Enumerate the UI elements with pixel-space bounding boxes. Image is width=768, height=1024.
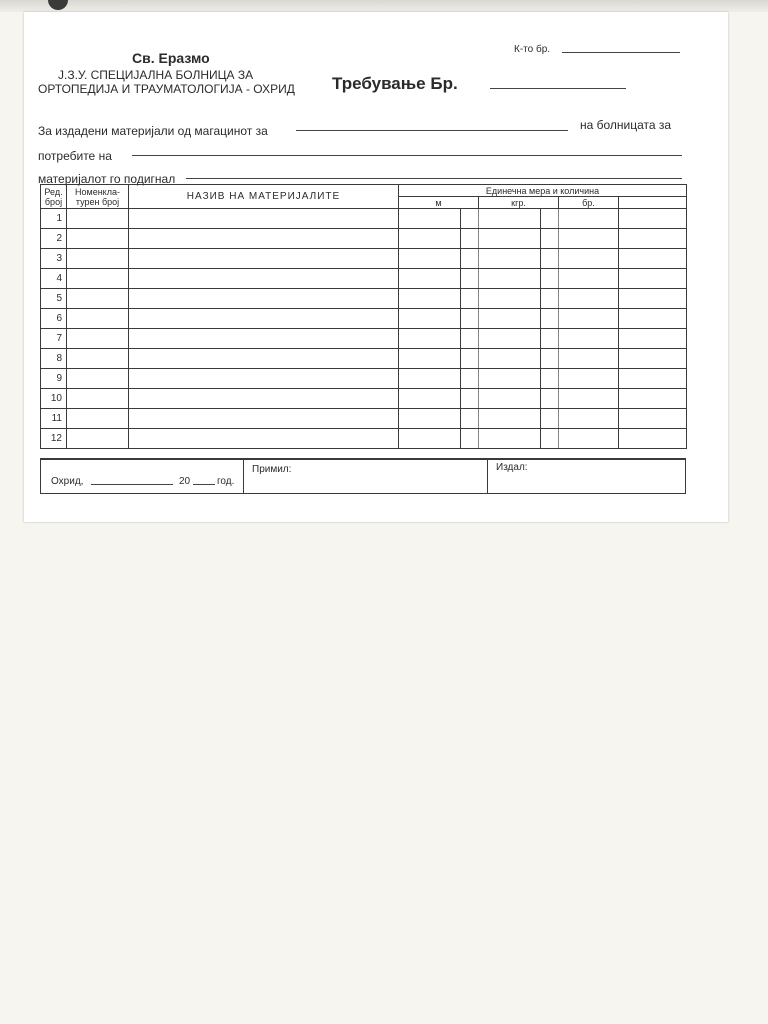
col-header-unit-quantity: Единечна мера и количина [399, 185, 687, 197]
cell[interactable] [129, 329, 399, 349]
cell[interactable] [479, 429, 541, 449]
cell[interactable] [129, 229, 399, 249]
institution-name: Св. Еразмо [132, 50, 210, 66]
cell[interactable] [619, 429, 687, 449]
cell[interactable] [461, 389, 479, 409]
cell[interactable] [541, 329, 559, 349]
cell[interactable] [67, 269, 129, 289]
cell[interactable] [129, 389, 399, 409]
cell[interactable] [461, 289, 479, 309]
cell[interactable] [129, 429, 399, 449]
cell[interactable] [67, 289, 129, 309]
cell[interactable] [399, 389, 461, 409]
cell[interactable] [399, 249, 461, 269]
cell[interactable] [559, 269, 619, 289]
cell[interactable] [67, 329, 129, 349]
cell[interactable] [461, 309, 479, 329]
cell[interactable] [479, 249, 541, 269]
cell[interactable] [619, 389, 687, 409]
cell[interactable] [399, 349, 461, 369]
cell[interactable] [399, 269, 461, 289]
cell[interactable] [67, 249, 129, 269]
cell[interactable] [461, 409, 479, 429]
cell[interactable] [399, 329, 461, 349]
materials-table [40, 184, 687, 449]
cell[interactable] [461, 369, 479, 389]
cell[interactable] [559, 229, 619, 249]
requisition-form [24, 12, 728, 522]
institution-line-2: ОРТОПЕДИЈА И ТРАУМАТОЛОГИЈА - ОХРИД [38, 82, 295, 96]
year-suffix: год. [217, 476, 235, 487]
cell[interactable] [129, 409, 399, 429]
row-number: 12 [41, 429, 67, 449]
table-row [41, 289, 687, 309]
cell[interactable] [67, 309, 129, 329]
cell[interactable] [559, 409, 619, 429]
table-row [41, 309, 687, 329]
cell[interactable] [619, 289, 687, 309]
account-number-label: К-то бр. [514, 44, 551, 55]
scan-top-edge [0, 0, 768, 12]
cell[interactable] [479, 329, 541, 349]
cell[interactable] [619, 369, 687, 389]
row-number: 9 [41, 369, 67, 389]
cell[interactable] [67, 409, 129, 429]
col-header-unit-br: бр. [559, 197, 619, 209]
cell[interactable] [479, 269, 541, 289]
cell[interactable] [461, 209, 479, 229]
cell[interactable] [129, 269, 399, 289]
cell[interactable] [461, 269, 479, 289]
cell[interactable] [559, 329, 619, 349]
row-number: 2 [41, 229, 67, 249]
date-line[interactable] [91, 484, 173, 485]
hospital-label: на болницата за [580, 118, 672, 132]
cell[interactable] [541, 309, 559, 329]
cell[interactable] [559, 349, 619, 369]
cell[interactable] [461, 249, 479, 269]
table-row [41, 369, 687, 389]
cell[interactable] [461, 329, 479, 349]
cell[interactable] [559, 369, 619, 389]
picked-by-label: материјалот го подигнал [38, 172, 176, 186]
cell[interactable] [479, 229, 541, 249]
cell[interactable] [129, 289, 399, 309]
table-row [41, 349, 687, 369]
cell[interactable] [399, 369, 461, 389]
table-row [41, 269, 687, 289]
table-row [41, 249, 687, 269]
cell[interactable] [541, 289, 559, 309]
cell[interactable] [541, 409, 559, 429]
cell[interactable] [399, 289, 461, 309]
cell[interactable] [129, 249, 399, 269]
cell[interactable] [479, 289, 541, 309]
col-header-unit-kg: кгр. [479, 197, 559, 209]
table-row [41, 389, 687, 409]
cell[interactable] [541, 249, 559, 269]
issued-by-section [487, 460, 528, 493]
cell[interactable] [129, 209, 399, 229]
cell[interactable] [559, 209, 619, 229]
cell[interactable] [67, 349, 129, 369]
cell[interactable] [619, 349, 687, 369]
col-header-unit-m: м [399, 197, 479, 209]
row-number: 10 [41, 389, 67, 409]
cell[interactable] [541, 369, 559, 389]
cell[interactable] [619, 209, 687, 229]
cell[interactable] [541, 349, 559, 369]
cell[interactable] [541, 209, 559, 229]
cell[interactable] [559, 249, 619, 269]
cell[interactable] [67, 229, 129, 249]
cell[interactable] [559, 309, 619, 329]
cell[interactable] [461, 429, 479, 449]
issued-by-label: Издал: [496, 462, 528, 473]
cell[interactable] [541, 429, 559, 449]
table-row [41, 409, 687, 429]
cell[interactable] [67, 429, 129, 449]
document-title: Требување Бр. [332, 74, 458, 93]
cell[interactable] [541, 229, 559, 249]
cell[interactable] [559, 429, 619, 449]
cell[interactable] [559, 289, 619, 309]
row-number: 1 [41, 209, 67, 229]
row-number: 6 [41, 309, 67, 329]
col-header-material-name: НАЗИВ НА МАТЕРИЈАЛИТЕ [129, 185, 399, 209]
issued-materials-label: За издадени материјали од магацинот за [38, 124, 268, 138]
cell[interactable] [559, 389, 619, 409]
row-number: 3 [41, 249, 67, 269]
cell[interactable] [619, 329, 687, 349]
row-number: 8 [41, 349, 67, 369]
cell[interactable] [129, 369, 399, 389]
cell[interactable] [67, 389, 129, 409]
cell[interactable] [399, 429, 461, 449]
col-header-row-no: Ред. број [41, 185, 67, 209]
cell[interactable] [619, 309, 687, 329]
warehouse-line[interactable] [296, 130, 568, 131]
needs-line[interactable] [132, 155, 682, 156]
cell[interactable] [619, 229, 687, 249]
cell[interactable] [479, 309, 541, 329]
table-row [41, 209, 687, 229]
account-number-line[interactable] [562, 52, 680, 53]
cell[interactable] [67, 369, 129, 389]
cell[interactable] [399, 229, 461, 249]
cell[interactable] [541, 269, 559, 289]
picked-by-line[interactable] [186, 178, 682, 179]
cell[interactable] [479, 409, 541, 429]
place-label: Охрид, [51, 476, 84, 487]
cell[interactable] [399, 209, 461, 229]
cell[interactable] [399, 309, 461, 329]
institution-line-1: Ј.З.У. СПЕЦИЈАЛНА БОЛНИЦА ЗА [58, 68, 254, 82]
cell[interactable] [67, 209, 129, 229]
cell[interactable] [129, 349, 399, 369]
cell[interactable] [479, 209, 541, 229]
received-label: Примил: [252, 464, 292, 475]
needs-label: потребите на [38, 149, 112, 163]
cell[interactable] [479, 369, 541, 389]
col-header-nomenclature: Номенкла- турен број [67, 185, 129, 209]
document-number-line[interactable] [490, 88, 626, 89]
cell[interactable] [479, 349, 541, 369]
table-row [41, 229, 687, 249]
cell[interactable] [399, 409, 461, 429]
year-prefix: 20 [179, 476, 191, 487]
cell[interactable] [479, 389, 541, 409]
cell[interactable] [541, 389, 559, 409]
row-number: 5 [41, 289, 67, 309]
year-line[interactable] [193, 484, 215, 485]
table-row [41, 329, 687, 349]
row-number: 4 [41, 269, 67, 289]
row-number: 11 [41, 409, 67, 429]
cell[interactable] [461, 349, 479, 369]
row-number: 7 [41, 329, 67, 349]
cell[interactable] [619, 269, 687, 289]
table-row [41, 429, 687, 449]
cell[interactable] [619, 249, 687, 269]
cell[interactable] [619, 409, 687, 429]
cell[interactable] [129, 309, 399, 329]
received-section [243, 460, 292, 493]
signature-footer [40, 458, 686, 494]
col-header-blank [619, 197, 687, 209]
cell[interactable] [461, 229, 479, 249]
